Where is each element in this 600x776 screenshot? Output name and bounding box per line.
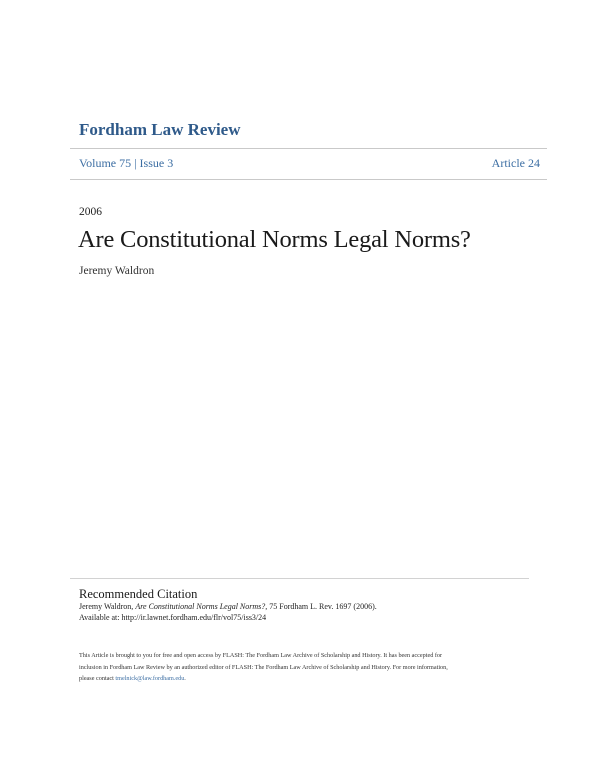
recommended-citation-heading: Recommended Citation <box>79 587 198 601</box>
article-title: Are Constitutional Norms Legal Norms? <box>78 226 471 253</box>
access-notice <box>79 650 529 685</box>
notice-line-1: This Article is brought to you for free and open access by FLASH: The Fordham Law Archive of Scholarship and History. It has been accepted for <box>79 652 443 659</box>
citation-prefix: Jeremy Waldron, <box>79 602 136 611</box>
top-divider <box>70 148 547 149</box>
header-divider <box>70 179 547 180</box>
volume-issue-separator: | <box>134 156 137 170</box>
contact-email-link[interactable]: tmelnick@law.fordham.edu <box>115 675 185 682</box>
citation-suffix: , 75 Fordham L. Rev. 1697 (2006). <box>265 602 377 611</box>
publication-year: 2006 <box>79 206 102 218</box>
notice-contact-suffix: . <box>184 675 186 682</box>
volume-issue-line <box>79 156 173 171</box>
citation-title: Are Constitutional Norms Legal Norms? <box>135 602 266 611</box>
volume-link[interactable]: Volume 75 <box>79 156 132 170</box>
notice-contact-prefix: please contact <box>79 675 116 682</box>
citation-url: Available at: http://ir.lawnet.fordham.edu/flr/vol75/iss3/24 <box>79 612 267 622</box>
journal-title[interactable]: Fordham Law Review <box>79 120 241 139</box>
notice-line-2: inclusion in Fordham Law Review by an authorized editor of FLASH: The Fordham Law Archive of Scholarship and History. For more information, <box>79 663 448 671</box>
article-number-link[interactable]: Article 24 <box>491 156 540 170</box>
notice-line-3 <box>79 673 529 685</box>
citation-divider <box>70 578 529 579</box>
issue-link[interactable]: Issue 3 <box>139 156 174 170</box>
author-name: Jeremy Waldron <box>79 265 155 277</box>
citation-text <box>79 602 377 613</box>
citation-block <box>79 602 377 623</box>
